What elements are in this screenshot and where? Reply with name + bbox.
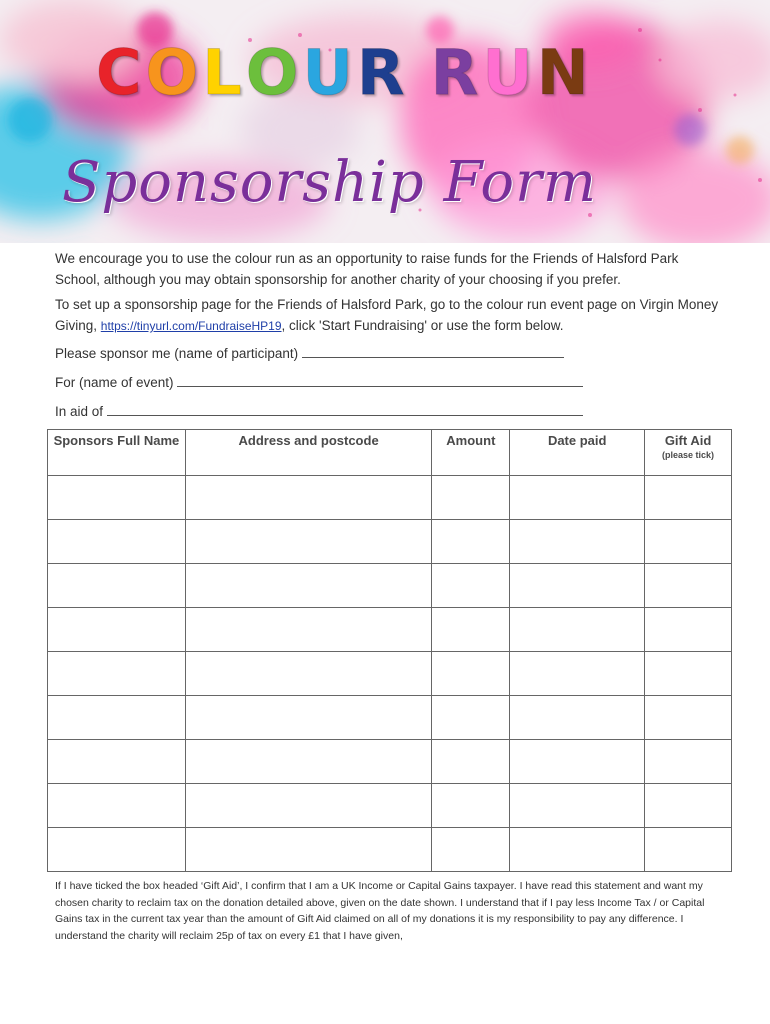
address-cell[interactable] bbox=[185, 828, 432, 872]
participant-field bbox=[55, 343, 725, 364]
header-address: Address and postcode bbox=[185, 430, 432, 476]
header-date-paid: Date paid bbox=[510, 430, 645, 476]
date-paid-cell[interactable] bbox=[510, 564, 645, 608]
in-aid-of-input-line[interactable] bbox=[107, 403, 583, 416]
title-letter: U bbox=[482, 36, 533, 109]
amount-cell[interactable] bbox=[432, 784, 510, 828]
address-cell[interactable] bbox=[185, 608, 432, 652]
header-amount: Amount bbox=[432, 430, 510, 476]
amount-cell[interactable] bbox=[432, 696, 510, 740]
participant-label: Please sponsor me (name of participant) bbox=[55, 346, 299, 361]
fundraise-link[interactable]: https://tinyurl.com/FundraiseHP19 bbox=[100, 319, 282, 333]
amount-cell[interactable] bbox=[432, 828, 510, 872]
gift-aid-cell[interactable] bbox=[645, 564, 732, 608]
gift-aid-cell[interactable] bbox=[645, 696, 732, 740]
title-letter: O bbox=[145, 36, 199, 109]
address-cell[interactable] bbox=[185, 652, 432, 696]
event-input-line[interactable] bbox=[177, 374, 583, 387]
date-paid-cell[interactable] bbox=[510, 696, 645, 740]
gift-aid-declaration: If I have ticked the box headed ‘Gift Aid’, I confirm that I am a UK Income or Capital Gains taxpayer. I have read this statement and want my chosen charity to reclaim tax on the donation detailed above, given on the date shown. I understand that if I pay less Income Tax / or Capital Gains tax in the current tax year than the amount of Gift Aid claimed on all of my donations it is my responsibility to pay any difference. I understand the charity will reclaim 25p of tax on every £1 that I have given, bbox=[55, 880, 705, 942]
sponsorship-form-heading: Sponsorship Form bbox=[62, 150, 597, 215]
sponsor-name-cell[interactable] bbox=[48, 696, 186, 740]
table-row bbox=[48, 740, 732, 784]
title-letter bbox=[409, 38, 427, 108]
in-aid-of-label: In aid of bbox=[55, 404, 104, 419]
sponsor-name-cell[interactable] bbox=[48, 652, 186, 696]
colour-run-title bbox=[96, 38, 589, 108]
sponsor-name-cell[interactable] bbox=[48, 828, 186, 872]
amount-cell[interactable] bbox=[432, 740, 510, 784]
title-letter: L bbox=[202, 36, 242, 109]
amount-cell[interactable] bbox=[432, 564, 510, 608]
address-cell[interactable] bbox=[185, 476, 432, 520]
table-row bbox=[48, 520, 732, 564]
date-paid-cell[interactable] bbox=[510, 608, 645, 652]
intro-paragraph: We encourage you to use the colour run as an opportunity to raise funds for the Friends of Halsford Park School, although you may obtain sponsorship for another charity of your choosing if you prefer. bbox=[55, 251, 679, 287]
title-letter: O bbox=[245, 36, 299, 109]
table-row bbox=[48, 564, 732, 608]
address-cell[interactable] bbox=[185, 784, 432, 828]
sponsor-name-cell[interactable] bbox=[48, 564, 186, 608]
gift-aid-note: (please tick) bbox=[662, 450, 715, 460]
title-letter: U bbox=[302, 36, 353, 109]
address-cell[interactable] bbox=[185, 740, 432, 784]
table-header-row bbox=[48, 430, 732, 476]
gift-aid-cell[interactable] bbox=[645, 520, 732, 564]
sponsor-table bbox=[47, 429, 732, 872]
header-gift-aid bbox=[645, 430, 732, 476]
date-paid-cell[interactable] bbox=[510, 740, 645, 784]
title-letter: C bbox=[96, 36, 142, 109]
gift-aid-cell[interactable] bbox=[645, 784, 732, 828]
address-cell[interactable] bbox=[185, 520, 432, 564]
table-row bbox=[48, 476, 732, 520]
date-paid-cell[interactable] bbox=[510, 520, 645, 564]
instructions-text-start: To set up a sponsorship page for the Friends of Halsford Park, go to the colour run event page on Virgin Money Giving, bbox=[55, 297, 719, 333]
sponsor-name-cell[interactable] bbox=[48, 520, 186, 564]
title-letter: R bbox=[356, 36, 405, 109]
gift-aid-cell[interactable] bbox=[645, 652, 732, 696]
date-paid-cell[interactable] bbox=[510, 476, 645, 520]
title-letter: N bbox=[536, 36, 589, 109]
header-banner bbox=[0, 0, 770, 243]
sponsor-name-cell[interactable] bbox=[48, 608, 186, 652]
amount-cell[interactable] bbox=[432, 476, 510, 520]
instructions-paragraph bbox=[55, 294, 725, 337]
gift-aid-label: Gift Aid bbox=[664, 433, 712, 448]
gift-aid-cell[interactable] bbox=[645, 828, 732, 872]
table-row bbox=[48, 784, 732, 828]
table-row bbox=[48, 696, 732, 740]
date-paid-cell[interactable] bbox=[510, 652, 645, 696]
participant-input-line[interactable] bbox=[302, 345, 564, 358]
table-row bbox=[48, 608, 732, 652]
event-field bbox=[55, 372, 725, 393]
table-row bbox=[48, 652, 732, 696]
gift-aid-cell[interactable] bbox=[645, 476, 732, 520]
amount-cell[interactable] bbox=[432, 520, 510, 564]
amount-cell[interactable] bbox=[432, 652, 510, 696]
in-aid-of-field bbox=[55, 401, 725, 422]
sponsor-name-cell[interactable] bbox=[48, 784, 186, 828]
sponsor-name-cell[interactable] bbox=[48, 740, 186, 784]
date-paid-cell[interactable] bbox=[510, 828, 645, 872]
instructions-text-end: , click 'Start Fundraising' or use the form below. bbox=[281, 318, 564, 333]
address-cell[interactable] bbox=[185, 696, 432, 740]
gift-aid-cell[interactable] bbox=[645, 608, 732, 652]
amount-cell[interactable] bbox=[432, 608, 510, 652]
address-cell[interactable] bbox=[185, 564, 432, 608]
sponsor-name-cell[interactable] bbox=[48, 476, 186, 520]
event-label: For (name of event) bbox=[55, 375, 174, 390]
title-letter: R bbox=[430, 36, 479, 109]
date-paid-cell[interactable] bbox=[510, 784, 645, 828]
gift-aid-cell[interactable] bbox=[645, 740, 732, 784]
header-sponsor-name: Sponsors Full Name bbox=[48, 430, 186, 476]
table-row bbox=[48, 828, 732, 872]
